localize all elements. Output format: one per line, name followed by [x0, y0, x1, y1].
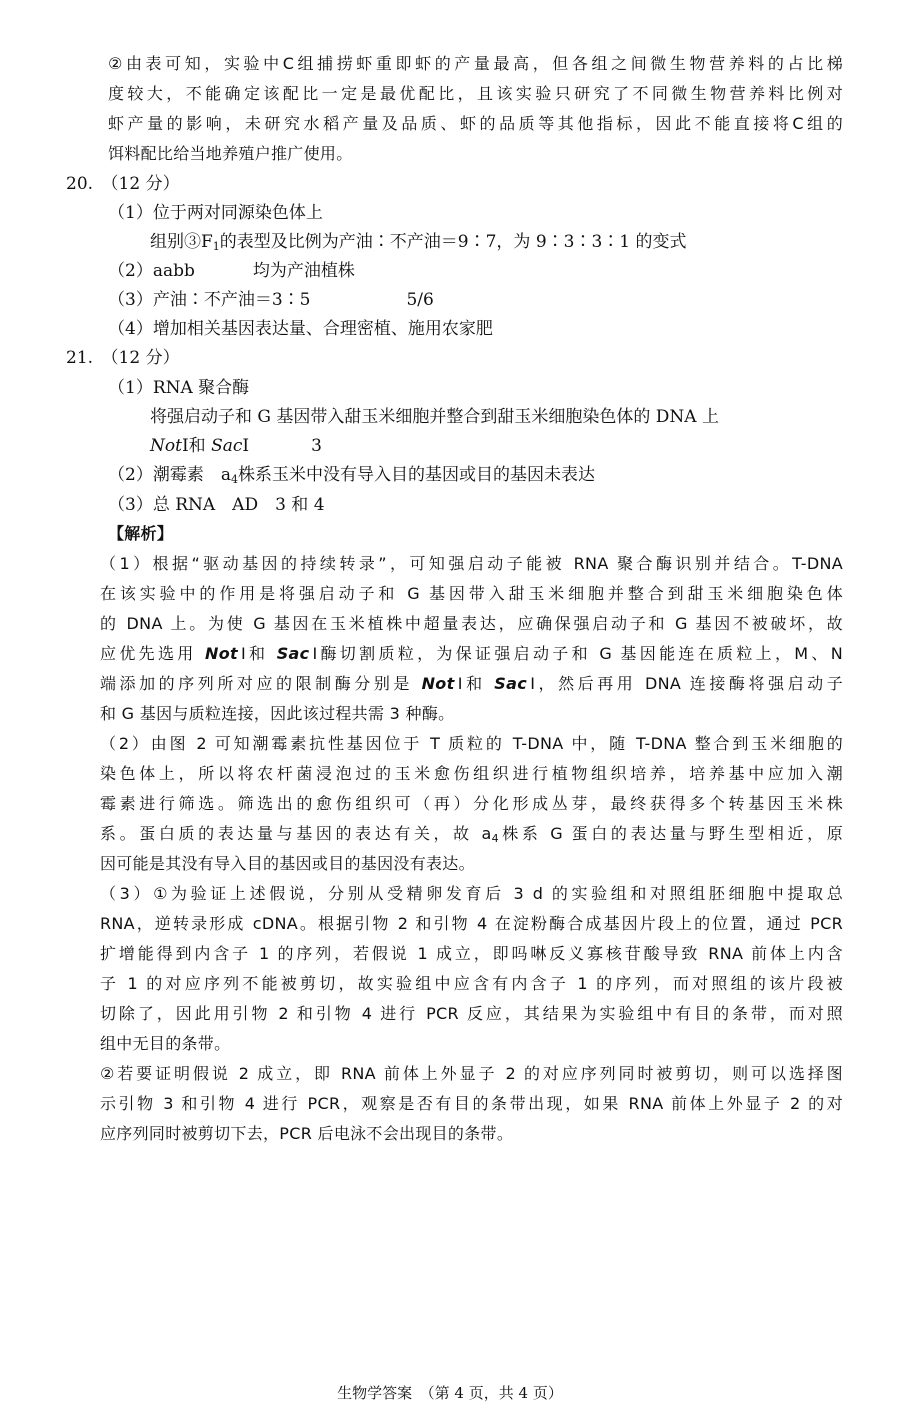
analysis-line: 子 1 的对应序列不能被剪切，故实验组中应含有内含子 1 的序列，而对照组的该片段被 — [100, 974, 843, 993]
analysis-line: （3）①为验证上述假说，分别从受精卵发育后 3 d 的实验组和对照组胚细胞中提取总 — [100, 884, 843, 903]
analysis-line: 在该实验中的作用是将强启动子和 G 基因带入甜玉米细胞并整合到甜玉米细胞染色体 — [100, 584, 843, 603]
analysis-line: 应序列同时被剪切下去，PCR 后电泳不会出现目的条带。 — [100, 1124, 514, 1143]
question-heading: 20. （12 分） — [66, 174, 180, 194]
analysis-line: 因可能是其没有导入目的基因或目的基因没有表达。 — [100, 854, 475, 873]
analysis-line: 染色体上，所以将农杆菌浸泡过的玉米愈伤组织进行植物组织培养，培养基中应加入潮 — [100, 764, 843, 783]
analysis-line: 端添加的序列所对应的限制酶分别是 NotⅠ和 SacⅠ，然后再用 DNA 连接酶将强启动子 — [100, 674, 843, 693]
analysis-line: 系。蛋白质的表达量与基因的表达有关，故 $a_4$株系 G 蛋白的表达量与野生型相近，原 — [100, 824, 843, 845]
text-line: ②由表可知，实验中C组捕捞虾重即虾的产量最高，但各组之间微生物营养料的占比梯 — [108, 54, 843, 73]
analysis-line: （2）由图 2 可知潮霉素抗性基因位于 T 质粒的 T-DNA 中，随 T-DNA 整合到玉米细胞的 — [100, 734, 843, 753]
analysis-line: 切除了，因此用引物 2 和引物 4 进行 PCR 反应，其结果为实验组中有目的条带，而对照 — [100, 1004, 843, 1023]
answer-line: （3）总 RNA AD 3 和 4 — [108, 495, 325, 515]
analysis-line: 和 G 基因与质粒连接，因此该过程共需 3 种酶。 — [100, 704, 455, 723]
analysis-line: 的 DNA 上。为使 G 基因在玉米植株中超量表达，应确保强启动子和 G 基因不被破坏，故 — [100, 614, 843, 633]
answer-line: 组别$③F_1$的表型及比例为产油∶不产油＝9∶7，为 9∶3∶3∶1 的变式 — [150, 232, 687, 253]
answer-line: （1）位于两对同源染色体上 — [108, 203, 323, 223]
answer-line: NotⅠ和 SacⅠ 3 — [150, 436, 322, 456]
answer-line: （3）产油∶不产油＝3∶5 5/6 — [108, 290, 434, 310]
answer-line: 将强启动子和 G 基因带入甜玉米细胞并整合到甜玉米细胞染色体的 DNA 上 — [150, 407, 719, 427]
analysis-line: 示引物 3 和引物 4 进行 PCR，观察是否有目的条带出现，如果 RNA 前体上外显子 2 的对 — [100, 1094, 843, 1113]
analysis-line: ②若要证明假说 2 成立，即 RNA 前体上外显子 2 的对应序列同时被剪切，则可以选择图 — [100, 1064, 843, 1083]
text-line: 虾产量的影响，未研究水稻产量及品质、虾的品质等其他指标，因此不能直接将C组的 — [108, 114, 843, 133]
analysis-line: 组中无目的条带。 — [100, 1034, 231, 1053]
analysis-line: 应优先选用 NotⅠ和 SacⅠ酶切割质粒，为保证强启动子和 G 基因能连在质粒上，M、N — [100, 644, 843, 663]
answer-line: （1）RNA 聚合酶 — [108, 378, 250, 398]
analysis-line: 扩增能得到内含子 1 的序列，若假说 1 成立，即吗啉反义寡核苷酸导致 RNA 前体上内含 — [100, 944, 843, 963]
text-line: 饵料配比给当地养殖户推广使用。 — [108, 144, 353, 163]
analysis-line: RNA，逆转录形成 cDNA。根据引物 2 和引物 4 在淀粉酶合成基因片段上的位置，通过 PCR — [100, 914, 843, 933]
answer-line: （2）aabb 均为产油植株 — [108, 261, 355, 281]
answer-line: （4）增加相关基因表达量、合理密植、施用农家肥 — [108, 319, 493, 339]
question-heading: 21. （12 分） — [66, 348, 180, 368]
analysis-label: 【解析】 — [108, 524, 174, 543]
analysis-line: 霉素进行筛选。筛选出的愈伤组织可（再）分化形成丛芽，最终获得多个转基因玉米株 — [100, 794, 843, 813]
analysis-line: （1）根据“驱动基因的持续转录”，可知强启动子能被 RNA 聚合酶识别并结合。T-DNA — [100, 554, 843, 573]
page-footer: 生物学答案 （第 4 页，共 4 页） — [337, 1384, 563, 1402]
answer-line: （2）潮霉素 $a_4$株系玉米中没有导入目的基因或目的基因未表达 — [108, 465, 595, 486]
text-line: 度较大，不能确定该配比一定是最优配比，且该实验只研究了不同微生物营养料比例对 — [108, 84, 843, 103]
